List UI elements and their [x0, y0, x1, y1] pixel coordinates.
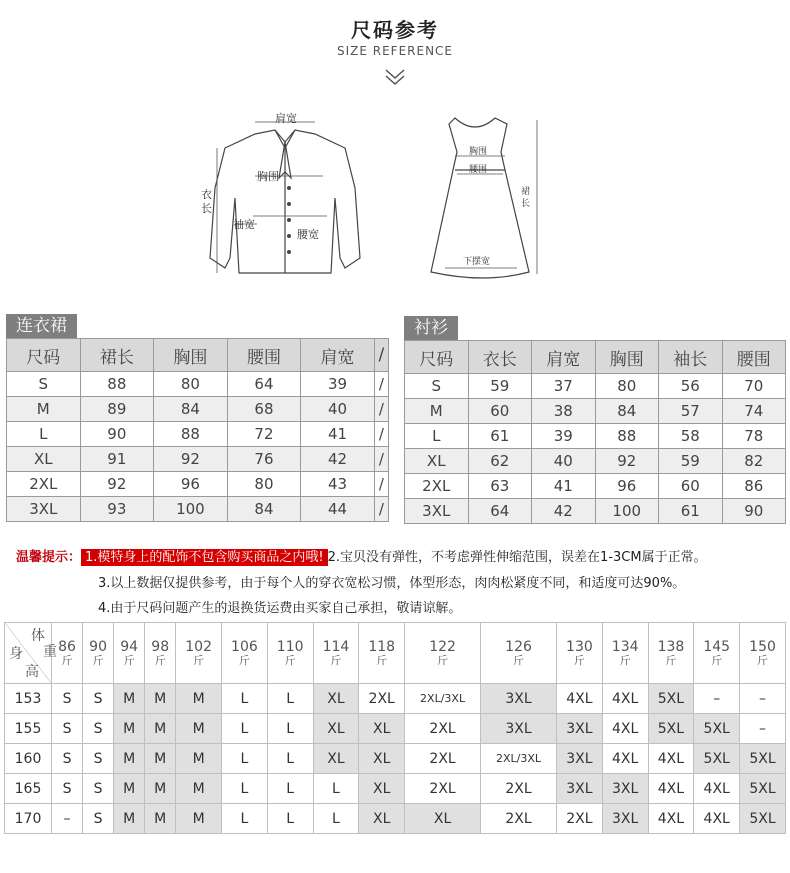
size-cell: 5XL	[694, 714, 740, 744]
table-cell: 93	[80, 497, 154, 522]
table-cell: 59	[659, 449, 723, 474]
weight-header	[114, 623, 145, 684]
table-cell: 3XL	[405, 499, 469, 524]
size-cell: XL	[359, 804, 405, 834]
table-cell: 3XL	[7, 497, 81, 522]
table-row	[405, 374, 786, 399]
size-cell: L	[267, 714, 313, 744]
table-cell: 62	[468, 449, 532, 474]
table-cell: 2XL	[7, 472, 81, 497]
table-cell: 100	[595, 499, 659, 524]
table-cell: 84	[154, 397, 228, 422]
table-cell: 41	[301, 422, 375, 447]
weight-header	[83, 623, 114, 684]
size-cell: L	[267, 774, 313, 804]
size-cell: 5XL	[648, 684, 694, 714]
dress-hem-label: 下摆宽	[463, 257, 491, 267]
size-cell: 2XL	[481, 774, 557, 804]
table-row	[7, 422, 389, 447]
table-cell: 90	[722, 499, 786, 524]
body-row	[5, 804, 786, 834]
size-cell: –	[740, 714, 786, 744]
table-cell: 100	[154, 497, 228, 522]
size-cell: M	[145, 744, 176, 774]
weight-unit: 斤	[330, 654, 342, 667]
weight-value: 145	[703, 639, 731, 655]
table-cell: 76	[227, 447, 301, 472]
weight-header	[267, 623, 313, 684]
weight-value: 138	[657, 639, 685, 655]
dress-diagram	[425, 112, 555, 282]
size-cell: S	[83, 804, 114, 834]
height-cell: 153	[5, 684, 52, 714]
note-2: 2.宝贝没有弹性，不考虑弹性伸缩范围，误差在1-3CM属于正常。	[327, 550, 707, 565]
size-cell: M	[114, 774, 145, 804]
length-label-2: 长	[201, 202, 212, 215]
size-cell: 5XL	[694, 744, 740, 774]
size-cell: XL	[359, 774, 405, 804]
size-cell: –	[694, 684, 740, 714]
weight-unit: 斤	[284, 654, 296, 667]
table-cell: 2XL	[405, 474, 469, 499]
table-cell: 60	[659, 474, 723, 499]
table-cell: 80	[595, 374, 659, 399]
size-cell: 3XL	[557, 744, 603, 774]
table-cell: 84	[595, 399, 659, 424]
weight-unit: 斤	[123, 654, 135, 667]
size-cell: 5XL	[740, 774, 786, 804]
size-cell: 2XL	[557, 804, 603, 834]
size-cell: L	[222, 804, 268, 834]
weight-value: 130	[566, 639, 593, 655]
table-cell: 41	[532, 474, 596, 499]
weight-value: 110	[276, 639, 304, 655]
table-cell: 40	[301, 397, 375, 422]
table-cell: 92	[595, 449, 659, 474]
weight-header	[145, 623, 176, 684]
weight-value: 114	[322, 639, 350, 655]
size-cell: M	[114, 744, 145, 774]
weight-unit: 斤	[665, 654, 677, 667]
size-cell: XL	[313, 744, 359, 774]
column-header: 肩宽	[532, 341, 596, 374]
table-cell: M	[405, 399, 469, 424]
waist-label: 腰宽	[297, 228, 319, 241]
table-cell: 80	[154, 372, 228, 397]
dress-waist-label: 腰围	[469, 165, 488, 175]
table-cell: 42	[532, 499, 596, 524]
size-cell: L	[267, 804, 313, 834]
size-cell: XL	[313, 714, 359, 744]
table-row	[405, 499, 786, 524]
height-cell: 155	[5, 714, 52, 744]
size-cell: 3XL	[481, 684, 557, 714]
table-cell: /	[374, 372, 388, 397]
table-cell: 74	[722, 399, 786, 424]
table-cell: 78	[722, 424, 786, 449]
table-cell: 64	[468, 499, 532, 524]
table-cell: 72	[227, 422, 301, 447]
table-cell: 91	[80, 447, 154, 472]
column-header: 胸围	[595, 341, 659, 374]
size-cell: 4XL	[602, 744, 648, 774]
size-cell: M	[145, 714, 176, 744]
body-row	[5, 774, 786, 804]
weight-value: 90	[89, 639, 107, 655]
size-cell: 3XL	[602, 804, 648, 834]
table-cell: 88	[154, 422, 228, 447]
table-cell: 92	[154, 447, 228, 472]
size-cell: S	[83, 684, 114, 714]
table-cell: 82	[722, 449, 786, 474]
table-cell: 39	[301, 372, 375, 397]
column-header: 腰围	[227, 339, 301, 372]
size-cell: 3XL	[481, 714, 557, 744]
table-cell: 86	[722, 474, 786, 499]
size-cell: 5XL	[740, 804, 786, 834]
weight-value: 102	[185, 639, 212, 655]
table-cell: 80	[227, 472, 301, 497]
table-cell: 44	[301, 497, 375, 522]
table-cell: XL	[7, 447, 81, 472]
dress-size-table	[6, 338, 389, 522]
size-cell: S	[52, 684, 83, 714]
table-cell: 90	[80, 422, 154, 447]
table-cell: 61	[659, 499, 723, 524]
weight-header	[313, 623, 359, 684]
weight-value: 118	[368, 639, 396, 655]
weight-unit: 斤	[437, 654, 449, 667]
table-cell: 63	[468, 474, 532, 499]
weight-header	[602, 623, 648, 684]
size-cell: 3XL	[557, 774, 603, 804]
weight-unit: 斤	[757, 654, 769, 667]
table-cell: 84	[227, 497, 301, 522]
column-header: 裙长	[80, 339, 154, 372]
length-label-1: 衣	[201, 188, 212, 201]
size-cell: M	[114, 804, 145, 834]
table-cell: 58	[659, 424, 723, 449]
weight-header	[481, 623, 557, 684]
size-cell: 4XL	[694, 804, 740, 834]
weight-unit: 斤	[711, 654, 723, 667]
table-row	[7, 372, 389, 397]
size-cell: 4XL	[694, 774, 740, 804]
table-cell: 88	[80, 372, 154, 397]
notes-highlight: 1.模特身上的配饰不包含购买商品之内哦!	[81, 549, 328, 566]
height-cell: 165	[5, 774, 52, 804]
table-cell: L	[405, 424, 469, 449]
size-cell: 4XL	[648, 774, 694, 804]
weight-unit: 斤	[376, 654, 388, 667]
body-header-row	[5, 623, 786, 684]
size-cell: M	[145, 774, 176, 804]
size-cell: 3XL	[602, 774, 648, 804]
weight-header	[648, 623, 694, 684]
weight-value: 126	[505, 639, 532, 655]
table-cell: /	[374, 497, 388, 522]
shirt-table-tag: 衬衫	[404, 316, 458, 340]
size-cell: 4XL	[602, 684, 648, 714]
column-header: 尺码	[405, 341, 469, 374]
table-cell: 56	[659, 374, 723, 399]
column-header: 尺码	[7, 339, 81, 372]
weight-value: 134	[611, 639, 639, 655]
table-cell: 92	[80, 472, 154, 497]
size-cell: XL	[359, 744, 405, 774]
size-cell: S	[52, 714, 83, 744]
corner-cell	[5, 623, 57, 684]
weight-header	[557, 623, 603, 684]
weight-value: 94	[120, 639, 139, 655]
size-cell: XL	[313, 684, 359, 714]
table-row	[7, 497, 389, 522]
table-cell: 60	[468, 399, 532, 424]
weight-unit: 斤	[619, 654, 631, 667]
body-row	[5, 684, 786, 714]
table-header-row	[7, 339, 389, 372]
size-cell: L	[313, 774, 359, 804]
table-cell: 59	[468, 374, 532, 399]
table-cell: 64	[227, 372, 301, 397]
table-row	[7, 472, 389, 497]
corner-weight-2: 重	[43, 644, 57, 660]
shirt-diagram	[195, 108, 375, 288]
weight-header	[405, 623, 481, 684]
table-cell: 96	[595, 474, 659, 499]
weight-unit: 斤	[154, 654, 166, 667]
size-cell: –	[52, 804, 83, 834]
size-cell: 2XL	[405, 744, 481, 774]
size-cell: S	[52, 774, 83, 804]
weight-header	[359, 623, 405, 684]
table-cell: 39	[532, 424, 596, 449]
weight-header	[222, 623, 268, 684]
size-cell: XL	[405, 804, 481, 834]
table-cell: 89	[80, 397, 154, 422]
note-4: 4.由于尺码问题产生的退换货运费由买家自己承担，敬请谅解。	[98, 601, 462, 616]
size-cell: L	[222, 744, 268, 774]
size-cell: L	[222, 714, 268, 744]
table-cell: 68	[227, 397, 301, 422]
table-cell: 57	[659, 399, 723, 424]
column-header: /	[374, 339, 388, 372]
column-header: 腰围	[722, 341, 786, 374]
chevron-down-icon	[380, 66, 410, 88]
shirt-size-table	[404, 340, 786, 524]
size-cell: M	[176, 684, 222, 714]
size-cell: M	[114, 684, 145, 714]
table-cell: /	[374, 472, 388, 497]
size-cell: –	[740, 684, 786, 714]
table-cell: 61	[468, 424, 532, 449]
weight-unit: 斤	[573, 654, 585, 667]
note-3: 3.以上数据仅提供参考，由于每个人的穿衣宽松习惯，体型形态，肉肉松紧度不同，和适度可达90%。	[98, 576, 686, 591]
table-cell: 37	[532, 374, 596, 399]
weight-header	[694, 623, 740, 684]
weight-value: 86	[58, 639, 76, 655]
weight-value: 122	[429, 639, 456, 655]
table-cell: 88	[595, 424, 659, 449]
table-header-row	[405, 341, 786, 374]
size-cell: M	[176, 774, 222, 804]
size-cell: S	[83, 714, 114, 744]
table-cell: 38	[532, 399, 596, 424]
dress-length-label-2: 长	[521, 199, 531, 209]
size-cell: 2XL	[481, 804, 557, 834]
table-cell: 96	[154, 472, 228, 497]
size-cell: 5XL	[740, 744, 786, 774]
column-header: 衣长	[468, 341, 532, 374]
size-cell: 2XL	[359, 684, 405, 714]
size-cell: 5XL	[648, 714, 694, 744]
table-row	[405, 474, 786, 499]
size-cell: XL	[359, 714, 405, 744]
weight-value: 106	[231, 639, 258, 655]
height-cell: 170	[5, 804, 52, 834]
table-cell: 40	[532, 449, 596, 474]
dress-chest-label: 胸围	[469, 147, 488, 157]
table-cell: 43	[301, 472, 375, 497]
size-cell: M	[145, 684, 176, 714]
table-cell: 70	[722, 374, 786, 399]
table-cell: /	[374, 397, 388, 422]
weight-value: 98	[151, 639, 170, 655]
table-row	[7, 397, 389, 422]
dress-length-label-1: 裙	[521, 187, 531, 197]
size-cell: L	[313, 804, 359, 834]
weight-unit: 斤	[513, 654, 525, 667]
height-cell: 160	[5, 744, 52, 774]
table-cell: M	[7, 397, 81, 422]
page-title: 尺码参考	[351, 18, 439, 42]
shoulder-label: 肩宽	[275, 112, 297, 125]
table-cell: 42	[301, 447, 375, 472]
size-cell: L	[222, 684, 268, 714]
chest-label: 胸围	[257, 170, 279, 183]
dress-table-tag: 连衣裙	[6, 314, 77, 338]
size-cell: L	[222, 774, 268, 804]
table-cell: S	[405, 374, 469, 399]
body-size-table	[4, 622, 786, 834]
table-cell: L	[7, 422, 81, 447]
size-cell: 4XL	[648, 744, 694, 774]
weight-unit: 斤	[92, 654, 104, 667]
size-cell: 2XL/3XL	[405, 684, 481, 714]
body-row	[5, 714, 786, 744]
table-cell: /	[374, 447, 388, 472]
page-subtitle: SIZE REFERENCE	[336, 44, 454, 58]
size-cell: M	[114, 714, 145, 744]
corner-weight-1: 体	[31, 628, 45, 644]
size-cell: M	[145, 804, 176, 834]
size-cell: 3XL	[557, 714, 603, 744]
size-cell: M	[176, 714, 222, 744]
table-cell: XL	[405, 449, 469, 474]
column-header: 肩宽	[301, 339, 375, 372]
table-row	[405, 399, 786, 424]
notes-hint: 温馨提示：	[16, 550, 82, 565]
size-cell: S	[83, 774, 114, 804]
size-cell: 2XL/3XL	[481, 744, 557, 774]
column-header: 胸围	[154, 339, 228, 372]
weight-unit: 斤	[61, 654, 73, 667]
size-cell: M	[176, 804, 222, 834]
sleeve-label: 袖宽	[233, 218, 255, 231]
weight-header	[176, 623, 222, 684]
weight-unit: 斤	[193, 654, 205, 667]
size-cell: 2XL	[405, 714, 481, 744]
table-cell: S	[7, 372, 81, 397]
table-row	[405, 424, 786, 449]
size-cell: L	[267, 684, 313, 714]
notes-line-1	[16, 546, 707, 565]
size-cell: 2XL	[405, 774, 481, 804]
size-cell: 4XL	[648, 804, 694, 834]
corner-height-1: 身	[9, 646, 23, 662]
size-cell: 4XL	[557, 684, 603, 714]
column-header: 袖长	[659, 341, 723, 374]
weight-unit: 斤	[238, 654, 250, 667]
body-row	[5, 744, 786, 774]
weight-value: 150	[749, 639, 776, 655]
size-cell: M	[176, 744, 222, 774]
table-row	[7, 447, 389, 472]
size-cell: 4XL	[602, 714, 648, 744]
size-cell: S	[83, 744, 114, 774]
corner-height-2: 高	[25, 664, 39, 680]
size-cell: S	[52, 744, 83, 774]
weight-header	[740, 623, 786, 684]
table-row	[405, 449, 786, 474]
size-cell: L	[267, 744, 313, 774]
table-cell: /	[374, 422, 388, 447]
